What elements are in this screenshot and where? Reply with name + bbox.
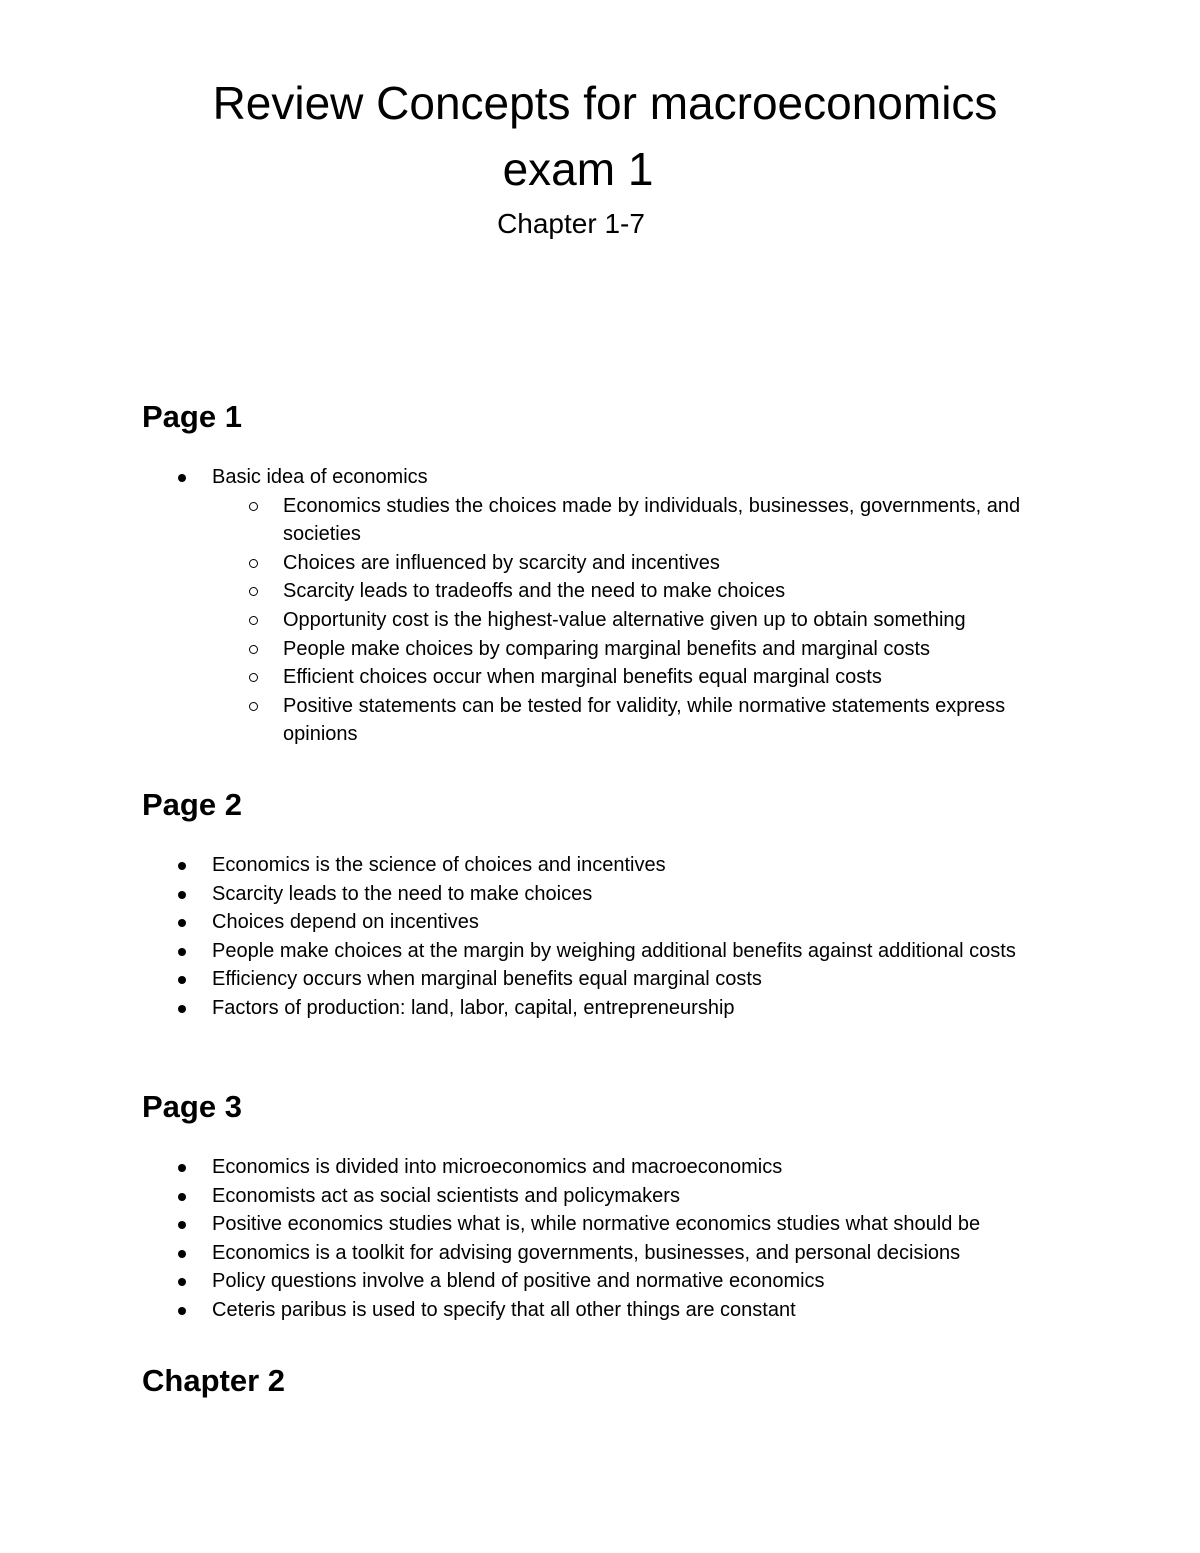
sub-list-item: [0, 663, 1063, 692]
sub-list-item: [0, 635, 1063, 664]
list-item-text: Basic idea of economics: [212, 466, 428, 488]
sub-list-item-text: Scarcity leads to tradeoffs and the need to make choices: [283, 580, 786, 603]
list-item: [0, 1296, 1092, 1325]
list-item: [0, 1153, 1092, 1182]
sub-list-item: [0, 492, 1063, 549]
list-item-text: Policy questions involve a blend of positive and normative economics: [212, 1270, 825, 1293]
hollow-bullet-icon: [249, 616, 258, 625]
list-item-text: Economics is the science of choices and incentives: [212, 854, 666, 876]
bullet-icon: [178, 862, 186, 870]
document-subtitle: Chapter 1-7: [497, 208, 645, 239]
bullet-icon: [178, 1307, 186, 1315]
section-heading-page-1: Page 1: [142, 399, 242, 434]
bullet-icon: [178, 1221, 186, 1229]
hollow-bullet-icon: [249, 673, 258, 682]
list-item: [0, 1210, 1092, 1239]
sub-list-item-text: People make choices by comparing marginal benefits and marginal costs: [283, 637, 931, 660]
list-item-text: Efficiency occurs when marginal benefits equal marginal costs: [212, 968, 762, 991]
document-title-line-2: exam 1: [502, 143, 654, 195]
list-item-text: Ceteris paribus is used to specify that all other things are constant: [212, 1298, 796, 1321]
list-item-text: Positive economics studies what is, while normative economics studies what should be: [212, 1213, 981, 1236]
hollow-bullet-icon: [249, 587, 258, 596]
list-item: [0, 851, 1072, 880]
sub-list-item: [0, 549, 1063, 578]
sub-list-item: [0, 606, 1063, 635]
bullet-icon: [178, 891, 186, 899]
list-item-text: People make choices at the margin by weighing additional benefits against additional costs: [212, 939, 1016, 962]
hollow-bullet-icon: [249, 645, 258, 654]
list-item: [0, 1239, 1092, 1268]
section-heading-page-2: Page 2: [142, 787, 242, 822]
section-heading-chapter-2: Chapter 2: [142, 1363, 285, 1398]
list-item: [0, 965, 1072, 994]
list-item-text: Economists act as social scientists and policymakers: [212, 1184, 680, 1207]
sub-list-item-text: Economics studies the choices made by individuals, businesses, governments, and societies: [283, 494, 1021, 546]
list-item: [0, 1182, 1092, 1211]
bullet-icon: [178, 1250, 186, 1258]
sub-list-item-text: Choices are influenced by scarcity and incentives: [283, 551, 720, 574]
list-item: [0, 908, 1072, 937]
list-item-text: Choices depend on incentives: [212, 911, 479, 934]
section-heading-page-3: Page 3: [142, 1089, 242, 1124]
list-item-text: Economics is divided into microeconomics and macroeconomics: [212, 1156, 783, 1178]
bullet-icon: [178, 1164, 186, 1172]
bullet-icon: [178, 1193, 186, 1201]
document-title-line-1: Review Concepts for macroeconomics: [212, 77, 998, 129]
bullet-icon: [178, 1278, 186, 1286]
bullet-icon: [178, 976, 186, 984]
list-item-text: Economics is a toolkit for advising governments, businesses, and personal decisions: [212, 1241, 961, 1264]
page-3-list: [0, 1153, 1092, 1325]
list-item: [0, 994, 1072, 1023]
list-item: [0, 880, 1072, 909]
hollow-bullet-icon: [249, 502, 258, 511]
hollow-bullet-icon: [249, 559, 258, 568]
list-item: [0, 1267, 1092, 1296]
list-item: [0, 937, 1072, 966]
hollow-bullet-icon: [249, 702, 258, 711]
page-1-list: [0, 463, 1072, 749]
sub-list-item: [0, 692, 1063, 749]
sub-list-item-text: Efficient choices occur when marginal benefits equal marginal costs: [283, 666, 882, 689]
page-2-list: [0, 851, 1072, 1023]
bullet-icon: [178, 474, 186, 482]
sub-list-item-text: Positive statements can be tested for validity, while normative statements express opinions: [283, 694, 1006, 746]
list-item-text: Factors of production: land, labor, capital, entrepreneurship: [212, 996, 735, 1019]
list-item: [0, 463, 1072, 492]
bullet-icon: [178, 1005, 186, 1013]
sub-list-item: [0, 577, 1063, 606]
bullet-icon: [178, 919, 186, 927]
sub-list-item-text: Opportunity cost is the highest-value alternative given up to obtain something: [283, 608, 966, 631]
bullet-icon: [178, 948, 186, 956]
list-item-text: Scarcity leads to the need to make choices: [212, 882, 593, 905]
